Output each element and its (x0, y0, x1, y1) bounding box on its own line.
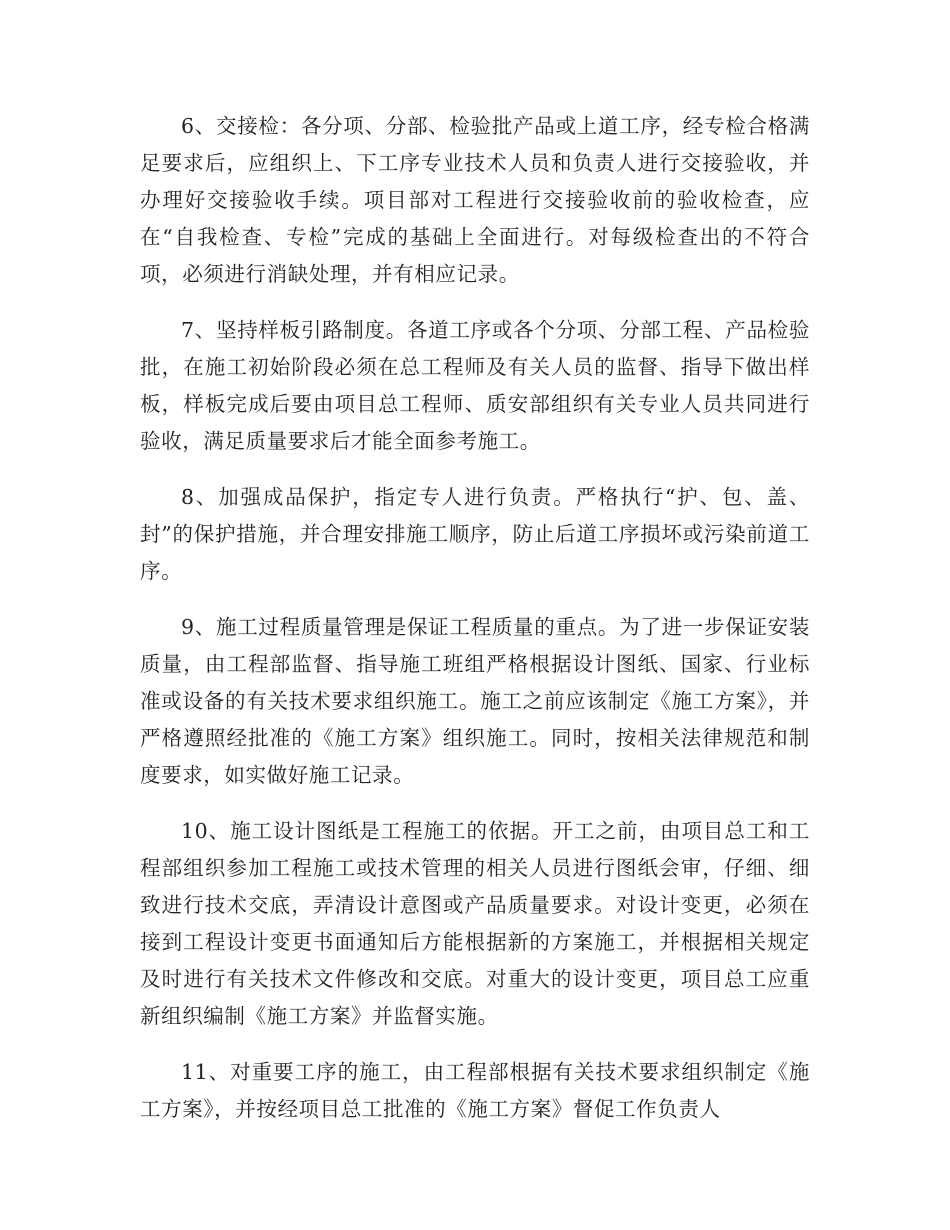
document-body (140, 108, 810, 1147)
paragraph-9-process-quality-management: 9、施工过程质量管理是保证工程质量的重点。为了进一步保证安装质量，由工程部监督、指导施工班组严格根据设计图纸、国家、行业标准或设备的有关技术要求组织施工。施工之前应该制定《施工方案》，并严格遵照经批准的《施工方案》组织施工。同时，按相关法律规范和制度要求，如实做好施工记录。 (140, 615, 810, 787)
paragraph-11-key-process-construction: 11、对重要工序的施工，由工程部根据有关技术要求组织制定《施工方案》，并按经项目总工批准的《施工方案》督促工作负责人 (140, 1060, 810, 1121)
paragraph-8-product-protection: 8、加强成品保护，指定专人进行负责。严格执行“护、包、盖、封”的保护措施，并合理安排施工顺序，防止后道工序损坏或污染前道工序。 (140, 485, 810, 583)
paragraph-6-handover-inspection: 6、交接检：各分项、分部、检验批产品或上道工序，经专检合格满足要求后，应组织上、下工序专业技术人员和负责人进行交接验收，并办理好交接验收手续。项目部对工程进行交接验收前的验收检查，应在“自我检查、专检”完成的基础上全面进行。对每级检查出的不符合项，必须进行消缺处理，并有相应记录。 (140, 114, 810, 286)
paragraph-7-sample-board-system: 7、坚持样板引路制度。各道工序或各个分项、分部工程、产品检验批，在施工初始阶段必须在总工程师及有关人员的监督、指导下做出样板，样板完成后要由项目总工程师、质安部组织有关专业人员共同进行验收，满足质量要求后才能全面参考施工。 (140, 318, 810, 453)
paragraph-10-design-drawings: 10、施工设计图纸是工程施工的依据。开工之前，由项目总工和工程部组织参加工程施工或技术管理的相关人员进行图纸会审，仔细、细致进行技术交底，弄清设计意图或产品质量要求。对设计变更，必须在接到工程设计变更书面通知后方能根据新的方案施工，并根据相关规定及时进行有关技术文件修改和交底。对重大的设计变更，项目总工应重新组织编制《施工方案》并监督实施。 (140, 819, 810, 1028)
